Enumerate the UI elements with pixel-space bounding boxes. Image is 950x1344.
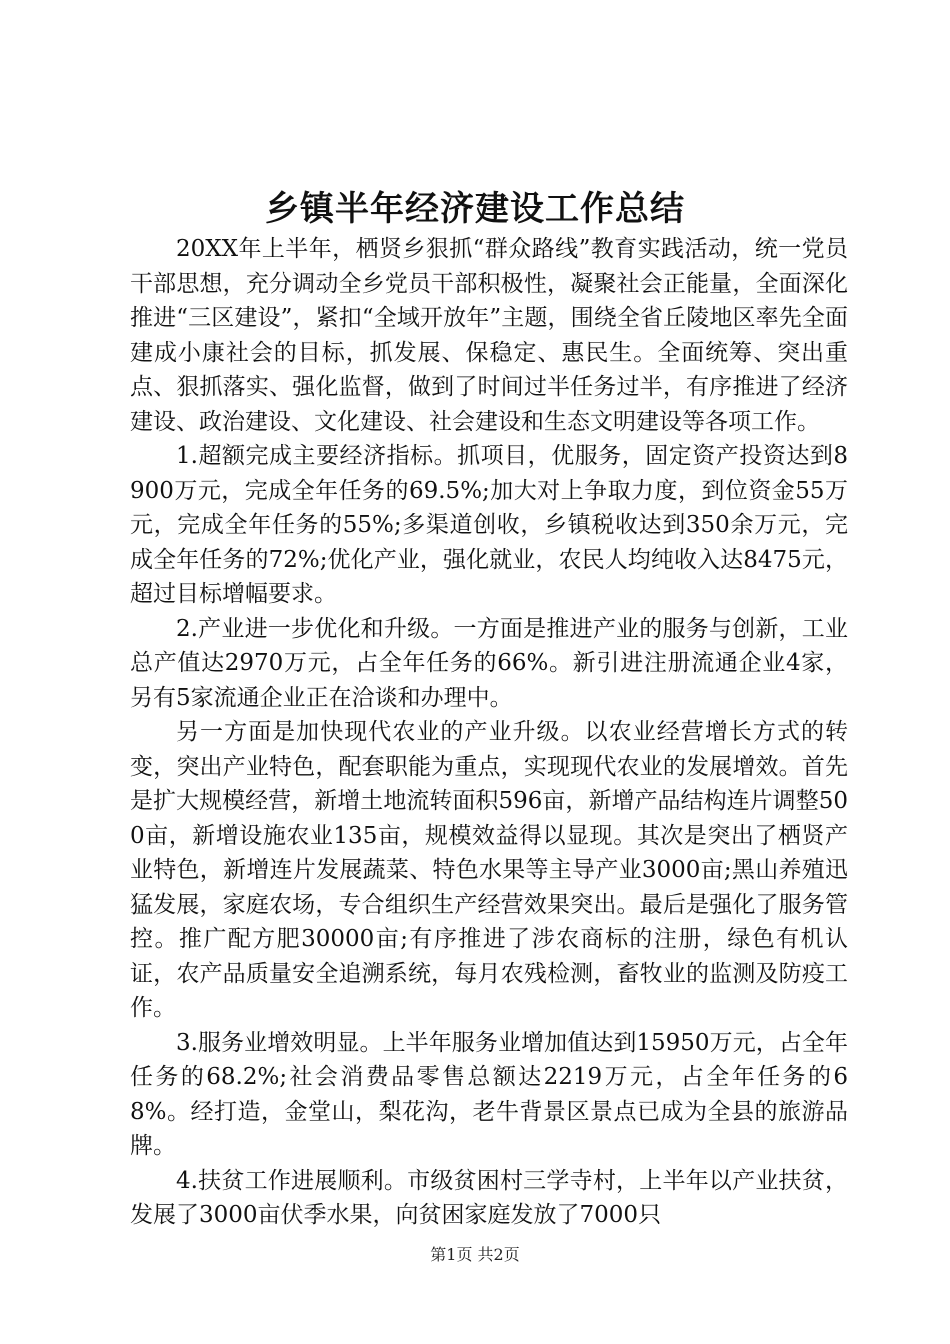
page-footer: 第1页 共2页 [430,1245,520,1264]
paragraph-poverty-relief: 4.扶贫工作进展顺利。市级贫困村三学寺村，上半年以产业扶贫，发展了3000亩伏季水果，向贫困家庭发放了7000只 [130,1167,848,1228]
document-body [130,232,848,1233]
document-title: 乡镇半年经济建设工作总结 [265,189,685,229]
paragraph-agriculture: 另一方面是加快现代农业的产业升级。以农业经营增长方式的转变，突出产业特色，配套职能为重点，实现现代农业的发展增效。首先是扩大规模经营，新增土地流转面积596亩，新增产品结构连片调整500亩，新增设施农业135亩，规模效益得以显现。其次是突出了栖贤产业特色，新增连片发展蔬菜、特色水果等主导产业3000亩;黑山养殖迅猛发展，家庭农场，专合组织生产经营效果突出。最后是强化了服务管控。推广配方肥30000亩;有序推进了涉农商标的注册，绿色有机认证，农产品质量安全追溯系统，每月农残检测，畜牧业的监测及防疫工作。 [130,719,848,1021]
paragraph-services: 3.服务业增效明显。上半年服务业增加值达到15950万元，占全年任务的68.2%;社会消费品零售总额达2219万元，占全年任务的68%。经打造，金堂山，梨花沟，老牛背景区景点已成为全县的旅游品牌。 [130,1029,848,1159]
paragraph-intro: 20XX年上半年，栖贤乡狠抓“群众路线”教育实践活动，统一党员干部思想，充分调动全乡党员干部积极性，凝聚社会正能量，全面深化推进“三区建设”，紧扣“全域开放年”主题，围绕全省丘陵地区率先全面建成小康社会的目标，抓发展、保稳定、惠民生。全面统筹、突出重点、狠抓落实、强化监督，做到了时间过半任务过半，有序推进了经济建设、政治建设、文化建设、社会建设和生态文明建设等各项工作。 [130,236,848,435]
paragraph-industry-upgrade: 2.产业进一步优化和升级。一方面是推进产业的服务与创新，工业总产值达2970万元，占全年任务的66%。新引进注册流通企业4家，另有5家流通企业正在洽谈和办理中。 [130,615,848,711]
paragraph-economic-indicators: 1.超额完成主要经济指标。抓项目，优服务，固定资产投资达到8900万元，完成全年任务的69.5%;加大对上争取力度，到位资金55万元，完成全年任务的55%;多渠道创收，乡镇税收达到350余万元，完成全年任务的72%;优化产业，强化就业，农民人均纯收入达8475元，超过目标增幅要求。 [130,443,848,607]
